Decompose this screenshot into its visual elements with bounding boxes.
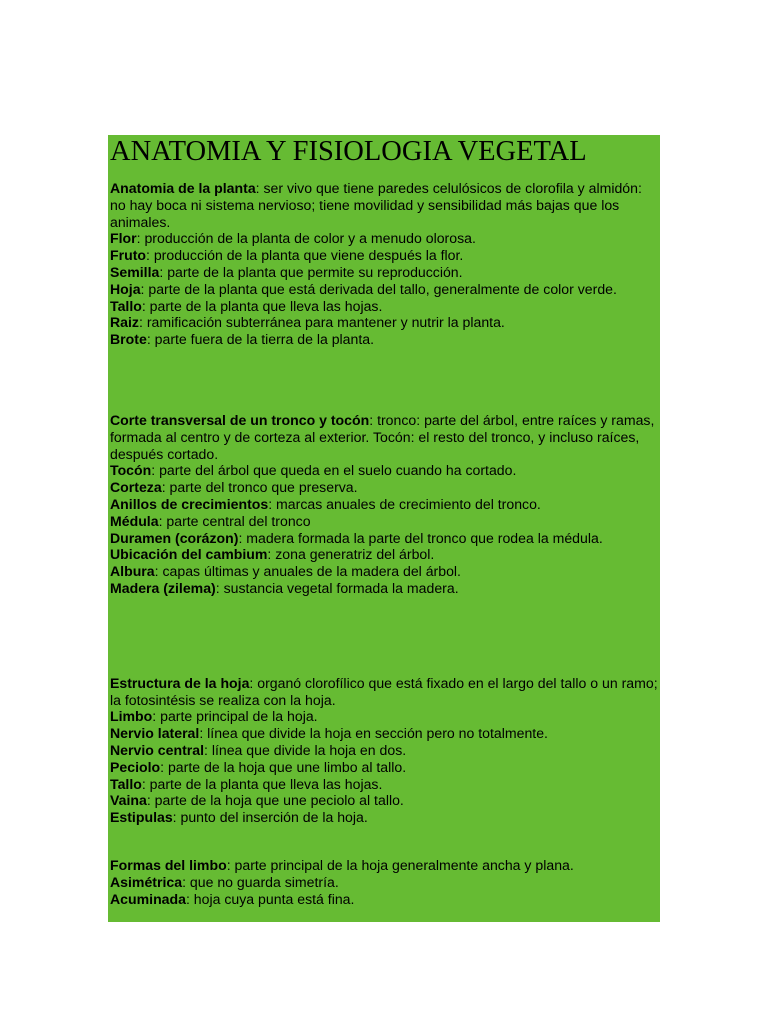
entry-text: : parte de la planta que lleva las hojas.: [141, 297, 383, 314]
entry-text: : parte principal de la hoja generalmente ancha y plana.: [226, 856, 574, 873]
section-anatomia-planta: [110, 180, 658, 348]
entry-term: Ubicación del cambium: [110, 546, 268, 563]
entry: [110, 725, 658, 742]
entry: [110, 742, 658, 759]
entry: [110, 874, 658, 891]
entry-text: : ramificación subterránea para mantener y nutrir la planta.: [138, 314, 505, 331]
entry: [110, 180, 658, 230]
entry-text: : parte de la hoja que une peciolo al tallo.: [146, 792, 404, 809]
entry-text: : hoja cuya punta está fina.: [185, 890, 355, 907]
entry-text: : parte de la planta que está derivada del tallo, generalmente de color verde.: [140, 280, 617, 297]
entry: [110, 580, 658, 597]
document-page: [108, 135, 660, 922]
entry: [110, 891, 658, 908]
entry: [110, 264, 658, 281]
entry-term: Corte transversal de un tronco y tocón: [110, 411, 370, 428]
entry: [110, 298, 658, 315]
entry-term: Raiz: [110, 314, 139, 331]
entry-term: Estipulas: [110, 809, 173, 826]
entry: [110, 563, 658, 580]
entry-text: : parte de la planta que lleva las hojas.: [141, 775, 383, 792]
section-formas-limbo: [110, 857, 658, 907]
entry-term: Acuminada: [110, 890, 186, 907]
entry: [110, 759, 658, 776]
entry-term: Nervio lateral: [110, 725, 200, 742]
entry-term: Formas del limbo: [110, 856, 227, 873]
entry-term: Nervio central: [110, 741, 204, 758]
entry-term: Tallo: [110, 297, 142, 314]
entry-term: Brote: [110, 331, 147, 348]
entry: [110, 247, 658, 264]
entry-term: Flor: [110, 230, 137, 247]
section-corte-transversal: [110, 412, 658, 597]
entry-term: Médula: [110, 512, 159, 529]
entry-term: Albura: [110, 563, 155, 580]
entry-term: Tallo: [110, 775, 142, 792]
entry: [110, 530, 658, 547]
entry-term: Tocón: [110, 462, 152, 479]
entry-text: : tronco: parte del árbol, entre raíces y ramas, formada al centro y de corteza al exterior. Tocón: el resto del tronco, y incluso raíces, después cortado.: [110, 411, 655, 462]
entry-term: Anillos de crecimientos: [110, 495, 269, 512]
entry-text: : parte de la planta que permite su reproducción.: [159, 263, 463, 280]
entry-term: Corteza: [110, 479, 162, 496]
section-estructura-hoja: [110, 675, 658, 826]
entry-text: : marcas anuales de crecimiento del tronco.: [268, 495, 541, 512]
entry: [110, 708, 658, 725]
entry-term: Asimétrica: [110, 873, 183, 890]
entry-term: Vaina: [110, 792, 147, 809]
entry: [110, 809, 658, 826]
entry: [110, 314, 658, 331]
entry-text: : parte del árbol que queda en el suelo cuando ha cortado.: [151, 462, 517, 479]
entry-text: : parte del tronco que preserva.: [161, 479, 358, 496]
entry-text: : producción de la planta que viene después la flor.: [146, 247, 464, 264]
entry: [110, 513, 658, 530]
entry-text: : parte de la hoja que une limbo al tallo.: [160, 758, 407, 775]
entry: [110, 776, 658, 793]
entry: [110, 230, 658, 247]
entry-text: : sustancia vegetal formada la madera.: [215, 579, 459, 596]
entry-text: : que no guarda simetría.: [182, 873, 339, 890]
entry-term: Limbo: [110, 708, 153, 725]
entry: [110, 281, 658, 298]
entry: [110, 546, 658, 563]
entry-term: Fruto: [110, 247, 147, 264]
entry-text: : línea que divide la hoja en dos.: [204, 741, 407, 758]
document-title: ANATOMIA Y FISIOLOGIA VEGETAL: [110, 136, 587, 167]
entry: [110, 412, 658, 462]
entry-text: : línea que divide la hoja en sección pero no totalmente.: [199, 725, 548, 742]
entry: [110, 792, 658, 809]
entry-text: : zona generatriz del árbol.: [267, 546, 435, 563]
entry: [110, 462, 658, 479]
entry: [110, 857, 658, 874]
entry: [110, 496, 658, 513]
entry-term: Estructura de la hoja: [110, 674, 250, 691]
entry-text: : parte fuera de la tierra de la planta.: [146, 331, 375, 348]
entry-text: : organó clorofílico que está fixado en el largo del tallo o un ramo; la fotosintésis se realiza con la hoja.: [110, 674, 658, 708]
entry-text: : parte central del tronco: [158, 512, 311, 529]
entry-term: Madera (zilema): [110, 579, 216, 596]
entry-term: Peciolo: [110, 758, 161, 775]
entry-text: : parte principal de la hoja.: [152, 708, 318, 725]
entry-term: Anatomia de la planta: [110, 180, 256, 196]
entry: [110, 675, 658, 709]
entry-text: : ser vivo que tiene paredes celulósicos de clorofila y almidón: no hay boca ni sistema nervioso; tiene movilidad y sensibilidad más bajas que los animales.: [110, 180, 642, 230]
entry-term: Duramen (corázon): [110, 529, 239, 546]
entry-term: Semilla: [110, 263, 160, 280]
entry-term: Hoja: [110, 280, 141, 297]
entry-text: : madera formada la parte del tronco que rodea la médula.: [238, 529, 603, 546]
entry-text: : punto del inserción de la hoja.: [172, 809, 368, 826]
entry: [110, 331, 658, 348]
entry-text: : producción de la planta de color y a menudo olorosa.: [136, 230, 476, 247]
entry-text: : capas últimas y anuales de la madera del árbol.: [154, 563, 461, 580]
entry: [110, 479, 658, 496]
